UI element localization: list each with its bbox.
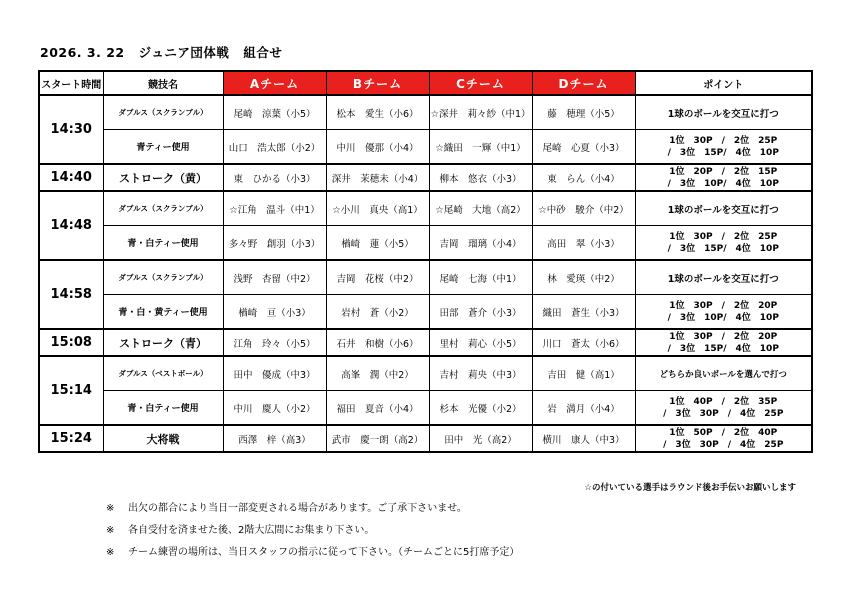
event-name: 大将戦 xyxy=(103,425,223,452)
event-tee: 青・白ティー使用 xyxy=(103,226,223,261)
player-c: ☆尾崎 大地（高2） xyxy=(429,191,532,226)
start-time: 15:24 xyxy=(39,425,103,452)
table-row xyxy=(39,329,812,356)
point-note: どちらか良いボールを選んで打つ xyxy=(635,356,812,391)
header-team-b: Bチーム xyxy=(326,71,429,95)
note-mark: ※ xyxy=(106,525,115,536)
point-line: 1位 30P / 2位 20P xyxy=(669,331,778,342)
player-d: 岩 満月（小4） xyxy=(532,391,635,426)
table-row xyxy=(39,130,812,165)
note-item xyxy=(106,520,519,542)
player-c: 吉村 莉央（中3） xyxy=(429,356,532,391)
point-values xyxy=(635,164,812,191)
event-name: ダブルス（スクランブル） xyxy=(103,95,223,130)
player-b: 石井 和樹（小6） xyxy=(326,329,429,356)
note-item xyxy=(106,498,519,520)
point-line: / 3位 10P/ 4位 10P xyxy=(667,178,779,189)
player-b: 高峯 潤（中2） xyxy=(326,356,429,391)
header-event: 競技名 xyxy=(103,71,223,95)
player-a: 多々野 創羽（小3） xyxy=(223,226,326,261)
header-point: ポイント xyxy=(635,71,812,95)
player-d: 林 愛瑛（中2） xyxy=(532,260,635,295)
start-time: 14:40 xyxy=(39,164,103,191)
point-line: 1位 30P / 2位 25P xyxy=(669,231,778,242)
player-a: 中川 慶人（小2） xyxy=(223,391,326,426)
player-b: ☆小川 真央（高1） xyxy=(326,191,429,226)
start-time: 15:08 xyxy=(39,329,103,356)
player-d: 川口 蒼太（小6） xyxy=(532,329,635,356)
note-mark: ※ xyxy=(106,503,115,514)
point-line: 1位 30P / 2位 20P xyxy=(669,300,778,311)
event-tee: 青・白・黄ティー使用 xyxy=(103,295,223,330)
player-b: 中川 優那（小4） xyxy=(326,130,429,165)
point-values xyxy=(635,329,812,356)
player-c: 柳本 悠衣（小3） xyxy=(429,164,532,191)
point-line: / 3位 15P/ 4位 10P xyxy=(667,343,779,354)
player-c: 里村 莉心（小5） xyxy=(429,329,532,356)
header-team-c: Cチーム xyxy=(429,71,532,95)
point-note: 1球のボールを交互に打つ xyxy=(635,191,812,226)
note-text: 出欠の都合により当日一部変更される場合があります。ご了承下さいませ。 xyxy=(128,503,467,514)
schedule-table xyxy=(38,70,813,453)
start-time: 15:14 xyxy=(39,356,103,425)
player-b: 吉岡 花桜（中2） xyxy=(326,260,429,295)
note-text: チーム練習の場所は、当日スタッフの指示に従って下さい。（チームごとに5打席予定） xyxy=(128,547,520,558)
event-name: ダブルス（スクランブル） xyxy=(103,260,223,295)
table-row xyxy=(39,391,812,426)
event-name: ストローク（青） xyxy=(103,329,223,356)
player-c: 田部 蒼介（小3） xyxy=(429,295,532,330)
player-a: 江角 玲々（小5） xyxy=(223,329,326,356)
table-row xyxy=(39,260,812,295)
point-line: 1位 50P / 2位 40P xyxy=(669,427,778,438)
point-values xyxy=(635,226,812,261)
player-a: 西澤 梓（高3） xyxy=(223,425,326,452)
player-d: 東 らん（小4） xyxy=(532,164,635,191)
player-a: 東 ひかる（小3） xyxy=(223,164,326,191)
player-c: 吉岡 瑠璃（小4） xyxy=(429,226,532,261)
event-tee: 青・白ティー使用 xyxy=(103,391,223,426)
event-name: ストローク（黄） xyxy=(103,164,223,191)
title-sub: 組合せ xyxy=(243,45,283,60)
title-name: ジュニア団体戦 xyxy=(138,45,230,60)
table-row xyxy=(39,295,812,330)
table-row xyxy=(39,191,812,226)
start-time: 14:58 xyxy=(39,260,103,329)
table-row xyxy=(39,95,812,130)
player-d: 尾崎 心夏（小3） xyxy=(532,130,635,165)
table-row xyxy=(39,164,812,191)
point-values xyxy=(635,391,812,426)
header-row xyxy=(39,71,812,95)
event-tee: 青ティー使用 xyxy=(103,130,223,165)
event-name: ダブルス（ベストボール） xyxy=(103,356,223,391)
point-note: 1球のボールを交互に打つ xyxy=(635,260,812,295)
header-team-d: Dチーム xyxy=(532,71,635,95)
point-values xyxy=(635,425,812,452)
player-b: 岩村 蒼（小2） xyxy=(326,295,429,330)
player-d: 藤 穂理（小5） xyxy=(532,95,635,130)
player-a: ☆江角 温斗（中1） xyxy=(223,191,326,226)
note-text: 各自受付を済ませた後、2階大広間にお集まり下さい。 xyxy=(128,525,375,536)
player-d: 高田 翠（小3） xyxy=(532,226,635,261)
player-c: 杉本 光優（小2） xyxy=(429,391,532,426)
event-name: ダブルス（スクランブル） xyxy=(103,191,223,226)
note-mark: ※ xyxy=(106,547,115,558)
header-start-time: スタート時間 xyxy=(39,71,103,95)
point-values xyxy=(635,130,812,165)
player-a: 楢崎 亘（小3） xyxy=(223,295,326,330)
start-time: 14:48 xyxy=(39,191,103,260)
player-a: 山口 浩太郎（小2） xyxy=(223,130,326,165)
header-team-a: Aチーム xyxy=(223,71,326,95)
player-c: 尾崎 七海（中1） xyxy=(429,260,532,295)
player-d: 横川 康人（中3） xyxy=(532,425,635,452)
table-row xyxy=(39,356,812,391)
table-row xyxy=(39,226,812,261)
point-line: 1位 40P / 2位 35P xyxy=(669,396,778,407)
player-d: 吉田 健（高1） xyxy=(532,356,635,391)
point-line: 1位 20P / 2位 15P xyxy=(669,166,778,177)
point-line: / 3位 30P / 4位 25P xyxy=(663,408,784,419)
player-a: 田中 優成（中3） xyxy=(223,356,326,391)
point-line: 1位 30P / 2位 25P xyxy=(669,135,778,146)
start-time: 14:30 xyxy=(39,95,103,164)
player-b: 楢崎 蓮（小5） xyxy=(326,226,429,261)
player-c: ☆深井 莉々紗（中1） xyxy=(429,95,532,130)
player-a: 尾崎 涼葉（小5） xyxy=(223,95,326,130)
title-date: 2026. 3. 22 xyxy=(40,45,125,60)
point-values xyxy=(635,295,812,330)
point-line: / 3位 15P/ 4位 10P xyxy=(667,147,779,158)
player-d: ☆中砂 駿介（中2） xyxy=(532,191,635,226)
player-a: 浅野 杏留（中2） xyxy=(223,260,326,295)
player-c: 田中 光（高2） xyxy=(429,425,532,452)
player-b: 松本 愛生（小6） xyxy=(326,95,429,130)
point-note: 1球のボールを交互に打つ xyxy=(635,95,812,130)
point-line: / 3位 10P/ 4位 10P xyxy=(667,312,779,323)
point-line: / 3位 30P / 4位 25P xyxy=(663,439,784,450)
notes-list xyxy=(106,498,519,564)
point-line: / 3位 15P/ 4位 10P xyxy=(667,243,779,254)
player-b: 福田 夏音（小4） xyxy=(326,391,429,426)
note-item xyxy=(106,542,519,564)
helper-footnote: ☆の付いている選手はラウンド後お手伝いお願いします xyxy=(584,483,796,493)
table-row xyxy=(39,425,812,452)
document-title xyxy=(40,43,282,61)
player-d: 織田 蒼生（小3） xyxy=(532,295,635,330)
player-b: 武市 慶一朗（高2） xyxy=(326,425,429,452)
player-b: 深井 茉穂未（小4） xyxy=(326,164,429,191)
player-c: ☆織田 一輝（中1） xyxy=(429,130,532,165)
